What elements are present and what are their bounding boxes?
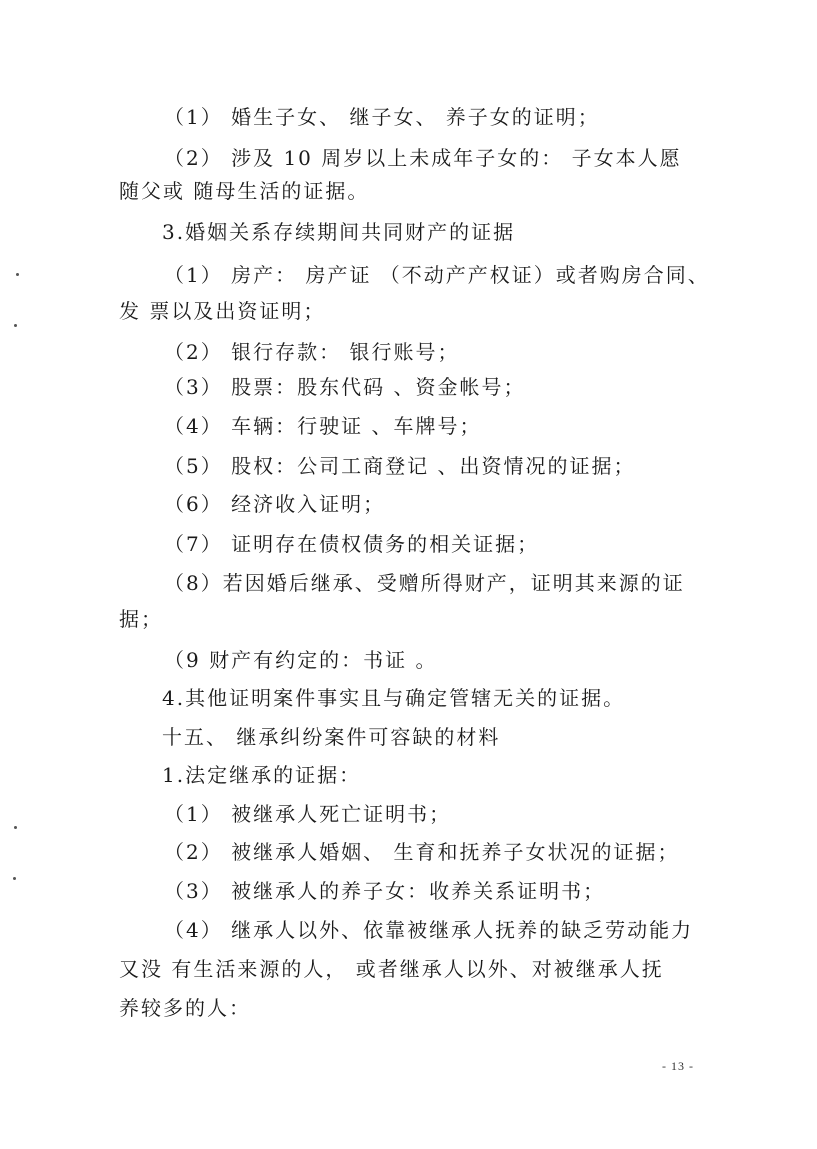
scan-mark	[14, 826, 17, 829]
text-line-11: （6） 经济收入证明；	[164, 492, 386, 516]
text-line-7: （2） 银行存款： 银行账号；	[164, 340, 460, 364]
text-line-4: 3.婚姻关系存续期间共同财产的证据	[162, 220, 516, 244]
text-line-10: （5） 股权：公司工商登记 、出资情况的证据；	[164, 454, 636, 478]
text-line-13: （8）若因婚后继承、受赠所得财产，证明其来源的证	[164, 571, 685, 595]
text-line-3: 随父或 随母生活的证据。	[119, 179, 370, 203]
text-line-9: （4） 车辆：行驶证 、车牌号；	[164, 414, 482, 438]
page-number: - 13 -	[662, 1059, 694, 1073]
text-line-12: （7） 证明存在债权债务的相关证据；	[164, 532, 540, 556]
text-line-15: （9 财产有约定的：书证 。	[164, 648, 438, 672]
text-line-2: （2） 涉及 10 周岁以上未成年子女的： 子女本人愿	[164, 146, 682, 170]
text-line-6: 发 票以及出资证明；	[119, 299, 326, 323]
text-line-18: 1.法定继承的证据：	[162, 763, 362, 787]
text-line-19: （1） 被继承人死亡证明书；	[164, 802, 452, 826]
text-line-20: （2） 被继承人婚姻、 生育和抚养子女状况的证据；	[164, 840, 680, 864]
scan-mark	[16, 273, 19, 276]
text-line-21: （3） 被继承人的养子女：收养关系证明书；	[164, 879, 606, 903]
text-line-23: 又没 有生活来源的人， 或者继承人以外、对被继承人抚	[119, 957, 664, 981]
text-line-22: （4） 继承人以外、依靠被继承人抚养的缺乏劳动能力	[164, 918, 694, 942]
text-line-5: （1） 房产： 房产证 （不动产产权证）或者购房合同、	[164, 263, 710, 287]
text-line-8: （3） 股票：股东代码 、资金帐号；	[164, 375, 526, 399]
scan-mark	[13, 877, 16, 880]
text-line-16: 4.其他证明案件事实且与确定管辖无关的证据。	[162, 686, 626, 710]
text-line-1: （1） 婚生子女、 继子女、 养子女的证明；	[164, 105, 600, 129]
text-line-24: 养较多的人：	[119, 996, 251, 1020]
section-heading: 十五、 继承纠纷案件可容缺的材料	[162, 725, 501, 749]
scan-mark	[14, 324, 17, 327]
text-line-14: 据；	[119, 607, 163, 631]
